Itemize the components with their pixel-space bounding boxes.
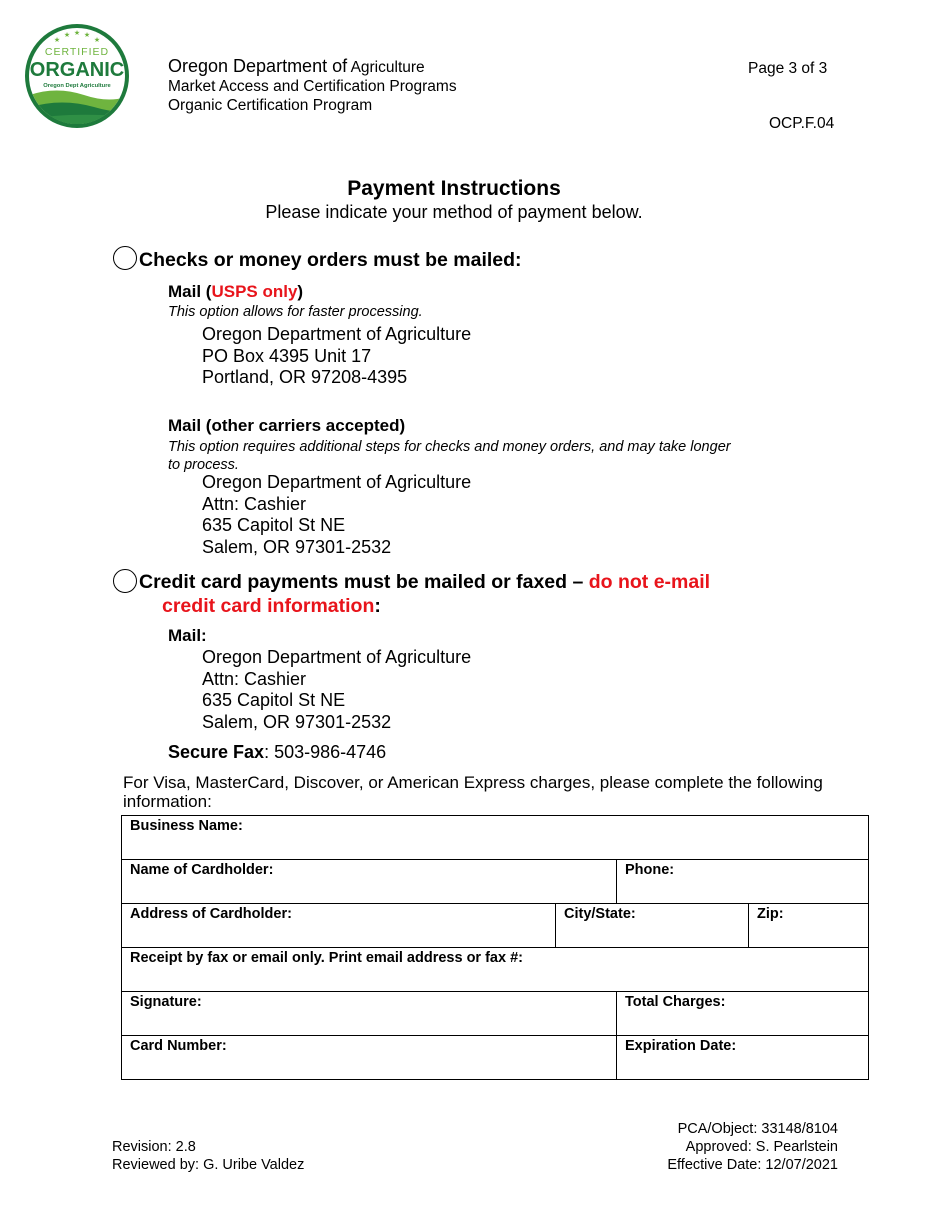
svg-text:★: ★ [53,36,61,44]
other-carriers-label: Mail (other carriers accepted) [168,416,406,435]
city-state-field[interactable]: City/State: [556,904,749,948]
agency-program: Organic Certification Program [168,97,373,114]
svg-text:CERTIFIED: CERTIFIED [44,46,110,58]
form-code: OCP.F.04 [769,115,835,132]
footer-right [667,1120,838,1174]
cardholder-name-field[interactable]: Name of Cardholder: [122,860,617,904]
agency-name-suffix: Agriculture [350,59,425,76]
other-carriers-address: Oregon Department of Agriculture Attn: Cashier 635 Capitol St NE Salem, OR 97301-2532 [202,472,472,557]
pca-object: PCA/Object: 33148/8104 [677,1121,838,1137]
signature-field[interactable]: Signature: [122,992,617,1036]
checks-radio[interactable] [113,246,137,270]
credit-card-heading: Credit card payments must be mailed or faxed – do not e-mail credit card information: [139,571,711,617]
credit-mail-address: Oregon Department of Agriculture Attn: Cashier 635 Capitol St NE Salem, OR 97301-2532 [202,647,472,732]
page-number: Page 3 of 3 [748,60,828,77]
usps-mail-label: Mail (USPS only) [168,282,304,301]
svg-text:Oregon Dept Agriculture: Oregon Dept Agriculture [43,83,111,89]
certified-organic-logo [24,17,130,135]
page-subtitle: Please indicate your method of payment below. [265,202,643,222]
usps-note: This option allows for faster processing. [168,304,423,320]
svg-text:★: ★ [93,36,101,44]
expiration-date-field[interactable]: Expiration Date: [617,1036,869,1080]
approved-by: Approved: S. Pearlstein [685,1139,838,1155]
card-instructions: For Visa, MasterCard, Discover, or American Express charges, please complete the following information: [123,773,823,811]
svg-text:ORGANIC: ORGANIC [29,59,125,81]
page-title: Payment Instructions [347,177,561,200]
agency-header [168,57,457,115]
card-number-field[interactable]: Card Number: [122,1036,617,1080]
receipt-contact-field[interactable]: Receipt by fax or email only. Print email address or fax #: [122,948,869,992]
effective-date: Effective Date: 12/07/2021 [667,1157,838,1173]
agency-division: Market Access and Certification Programs [168,78,457,95]
revision: Revision: 2.8 [112,1139,196,1155]
agency-name-prefix: Oregon Department of [168,56,348,76]
credit-mail-label: Mail: [168,626,207,645]
svg-text:★: ★ [83,31,91,39]
svg-text:★: ★ [73,29,81,37]
business-name-field[interactable]: Business Name: [122,816,869,860]
checks-heading: Checks or money orders must be mailed: [139,249,522,271]
zip-field[interactable]: Zip: [749,904,869,948]
secure-fax: Secure Fax: 503-986-4746 [168,742,387,762]
usps-address: Oregon Department of Agriculture PO Box 4395 Unit 17 Portland, OR 97208-4395 [202,324,472,387]
footer-left [112,1138,304,1174]
other-carriers-note: This option requires additional steps for checks and money orders, and may take longer to process. [168,439,731,473]
credit-card-form [121,815,869,1080]
reviewed-by: Reviewed by: G. Uribe Valdez [112,1157,305,1173]
svg-text:★: ★ [63,31,71,39]
total-charges-field[interactable]: Total Charges: [617,992,869,1036]
phone-field[interactable]: Phone: [617,860,869,904]
cardholder-address-field[interactable]: Address of Cardholder: [122,904,556,948]
credit-card-radio[interactable] [113,569,137,593]
